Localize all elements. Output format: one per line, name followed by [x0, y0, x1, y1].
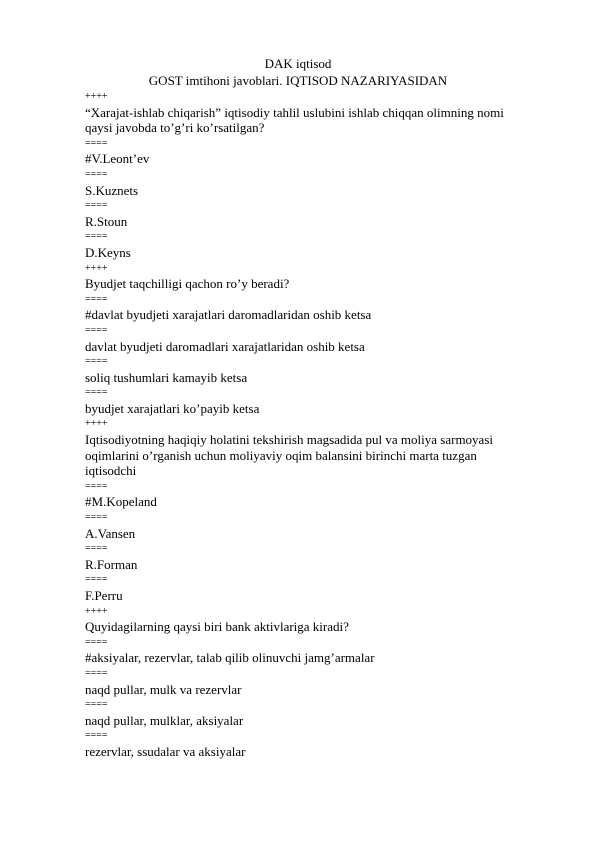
answer-option: R.Stoun	[85, 213, 128, 229]
answer-option-correct: #V.Leont’ev	[85, 151, 150, 167]
question-marker: ++++	[85, 418, 108, 430]
option-marker: ====	[85, 730, 108, 742]
answer-option: naqd pullar, mulk va rezervlar	[85, 681, 242, 697]
question-text: “Xarajat-ishlab chiqarish” iqtisodiy tahlil uslubini ishlab chiqqan olimning nomi qaysi javobda to’g’ri ko’rsatilgan?	[85, 104, 504, 136]
question-list	[85, 89, 525, 760]
document-subtitle: GOST imtihoni javoblari. IQTISOD NAZARIYASIDAN	[148, 73, 448, 88]
option-marker: ====	[85, 200, 108, 212]
answer-option: S.Kuznets	[85, 182, 139, 198]
question-text: Quyidagilarning qaysi biri bank aktivlariga kiradi?	[85, 619, 349, 635]
answer-option: davlat byudjeti daromadlari xarajatlaridan oshib ketsa	[85, 338, 365, 354]
option-marker: ====	[85, 356, 108, 368]
answer-option-correct: #M.Kopeland	[85, 494, 157, 510]
answer-option-correct: #davlat byudjeti xarajatlari daromadlaridan oshib ketsa	[85, 307, 372, 323]
option-marker: ====	[85, 543, 108, 555]
option-marker: ====	[85, 512, 108, 524]
answer-option: soliq tushumlari kamayib ketsa	[85, 369, 248, 385]
option-marker: ====	[85, 699, 108, 711]
question-text: Byudjet taqchilligi qachon ro’y beradi?	[85, 276, 290, 292]
option-marker: ====	[85, 231, 108, 243]
answer-option: rezervlar, ssudalar va aksiyalar	[85, 743, 246, 759]
question-marker: ++++	[85, 605, 108, 617]
answer-option: A.Vansen	[85, 525, 136, 541]
question-marker: ++++	[85, 91, 108, 102]
answer-option: R.Forman	[85, 556, 138, 572]
option-marker: ====	[85, 574, 108, 586]
answer-option-correct: #aksiyalar, rezervlar, talab qilib olinuvchi jamg’armalar	[85, 650, 375, 666]
option-marker: ====	[85, 480, 108, 492]
answer-option: F.Perru	[85, 588, 123, 603]
option-marker: ====	[85, 137, 108, 149]
question-text: Iqtisodiyotning haqiqiy holatini tekshirish magsadida pul va moliya sarmoyasi oqimlarini o’rganish uchun moliyaviy oqim balansini birinchi marta tuzgan iqtisodchi	[85, 432, 494, 479]
option-marker: ====	[85, 293, 108, 305]
document-title: DAK iqtisod	[264, 56, 332, 71]
option-marker: ====	[85, 387, 108, 399]
option-marker: ====	[85, 667, 108, 679]
option-marker: ====	[85, 636, 108, 648]
answer-option: byudjet xarajatlari ko’payib ketsa	[85, 400, 260, 416]
question-marker: ++++	[85, 262, 108, 274]
answer-option: naqd pullar, mulklar, aksiyalar	[85, 712, 244, 728]
answer-option: D.Keyns	[85, 244, 131, 260]
option-marker: ====	[85, 168, 108, 180]
option-marker: ====	[85, 324, 108, 336]
